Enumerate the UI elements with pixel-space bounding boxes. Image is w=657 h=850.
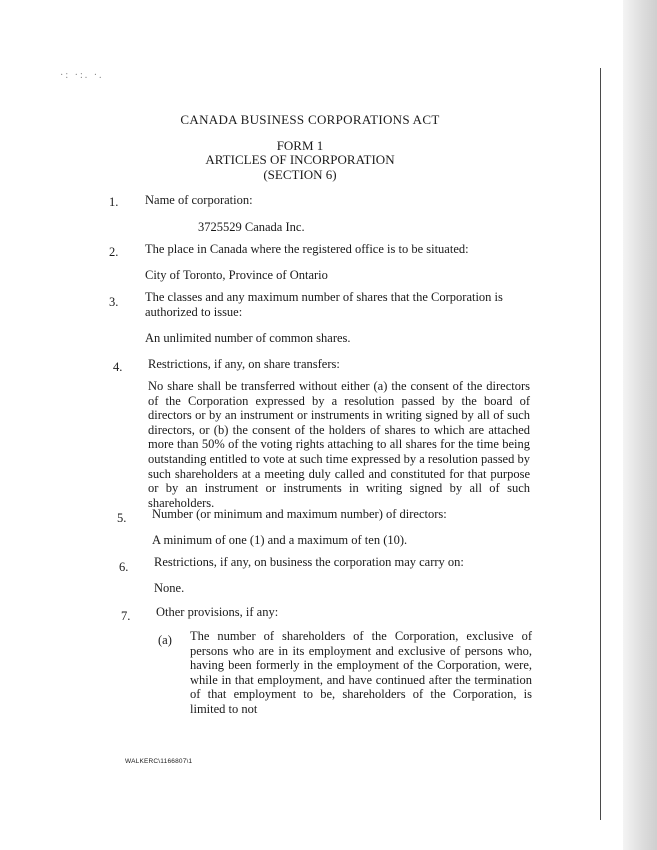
share-classes: An unlimited number of common shares. (145, 331, 351, 345)
other-provisions: The number of shareholders of the Corporation, exclusive of persons who are in its employment and exclusive of persons who, having been formerly in the employment of the Corporation, were, while in that employment, and have continued after the termination of that employment to be, shareholders of the Corporation, is limited to not (190, 629, 532, 716)
document-code: WALKERC\1166807\1 (125, 758, 193, 765)
sub-item-label: (a) (158, 633, 172, 647)
item-label: Number (or minimum and maximum number) of directors: (152, 507, 447, 521)
item-label: The classes and any maximum number of shares that the Corporation is (145, 290, 503, 304)
item-label: Restrictions, if any, on share transfers: (148, 357, 340, 371)
item-number: 5. (117, 511, 127, 525)
item-label: Restrictions, if any, on business the corporation may carry on: (154, 555, 464, 569)
item-number: 7. (121, 609, 131, 623)
corporation-name: 3725529 Canada Inc. (198, 220, 305, 234)
share-transfer-restrictions: No share shall be transferred without either (a) the consent of the directors of the Corporation expressed by a resolution passed by the board of directors or by an instrument or instruments in writing signed by all of such directors, or (b) the consent of the holders of shares to which are attached more than 50% of the voting rights attaching to all shares for the time being outstanding entitled to vote at such time expressed by a resolution passed by such shareholders at a meeting duly called and constituted for that purpose or by an instrument or instruments in writing signed by all of such shareholders. (148, 379, 530, 510)
item-label: Name of corporation: (145, 193, 253, 207)
item-number: 3. (109, 295, 119, 309)
item-number: 1. (109, 195, 119, 209)
form-title: ARTICLES OF INCORPORATION (205, 152, 395, 167)
scan-edge-line (600, 68, 601, 820)
section-ref: (SECTION 6) (263, 167, 337, 182)
business-restrictions: None. (154, 581, 185, 595)
item-number: 4. (113, 360, 123, 374)
item-label: authorized to issue: (145, 305, 243, 319)
item-number: 6. (119, 560, 129, 574)
directors-number: A minimum of one (1) and a maximum of ten (10). (152, 533, 408, 547)
item-label: The place in Canada where the registered office is to be situated: (145, 242, 469, 256)
scan-speckle: ·: ·:. ·. (60, 70, 104, 81)
scan-edge-shadow (623, 0, 657, 850)
item-label: Other provisions, if any: (156, 605, 279, 619)
registered-office: City of Toronto, Province of Ontario (145, 268, 328, 282)
act-title: CANADA BUSINESS CORPORATIONS ACT (180, 112, 440, 127)
form-number: FORM 1 (276, 138, 324, 153)
item-number: 2. (109, 245, 119, 259)
